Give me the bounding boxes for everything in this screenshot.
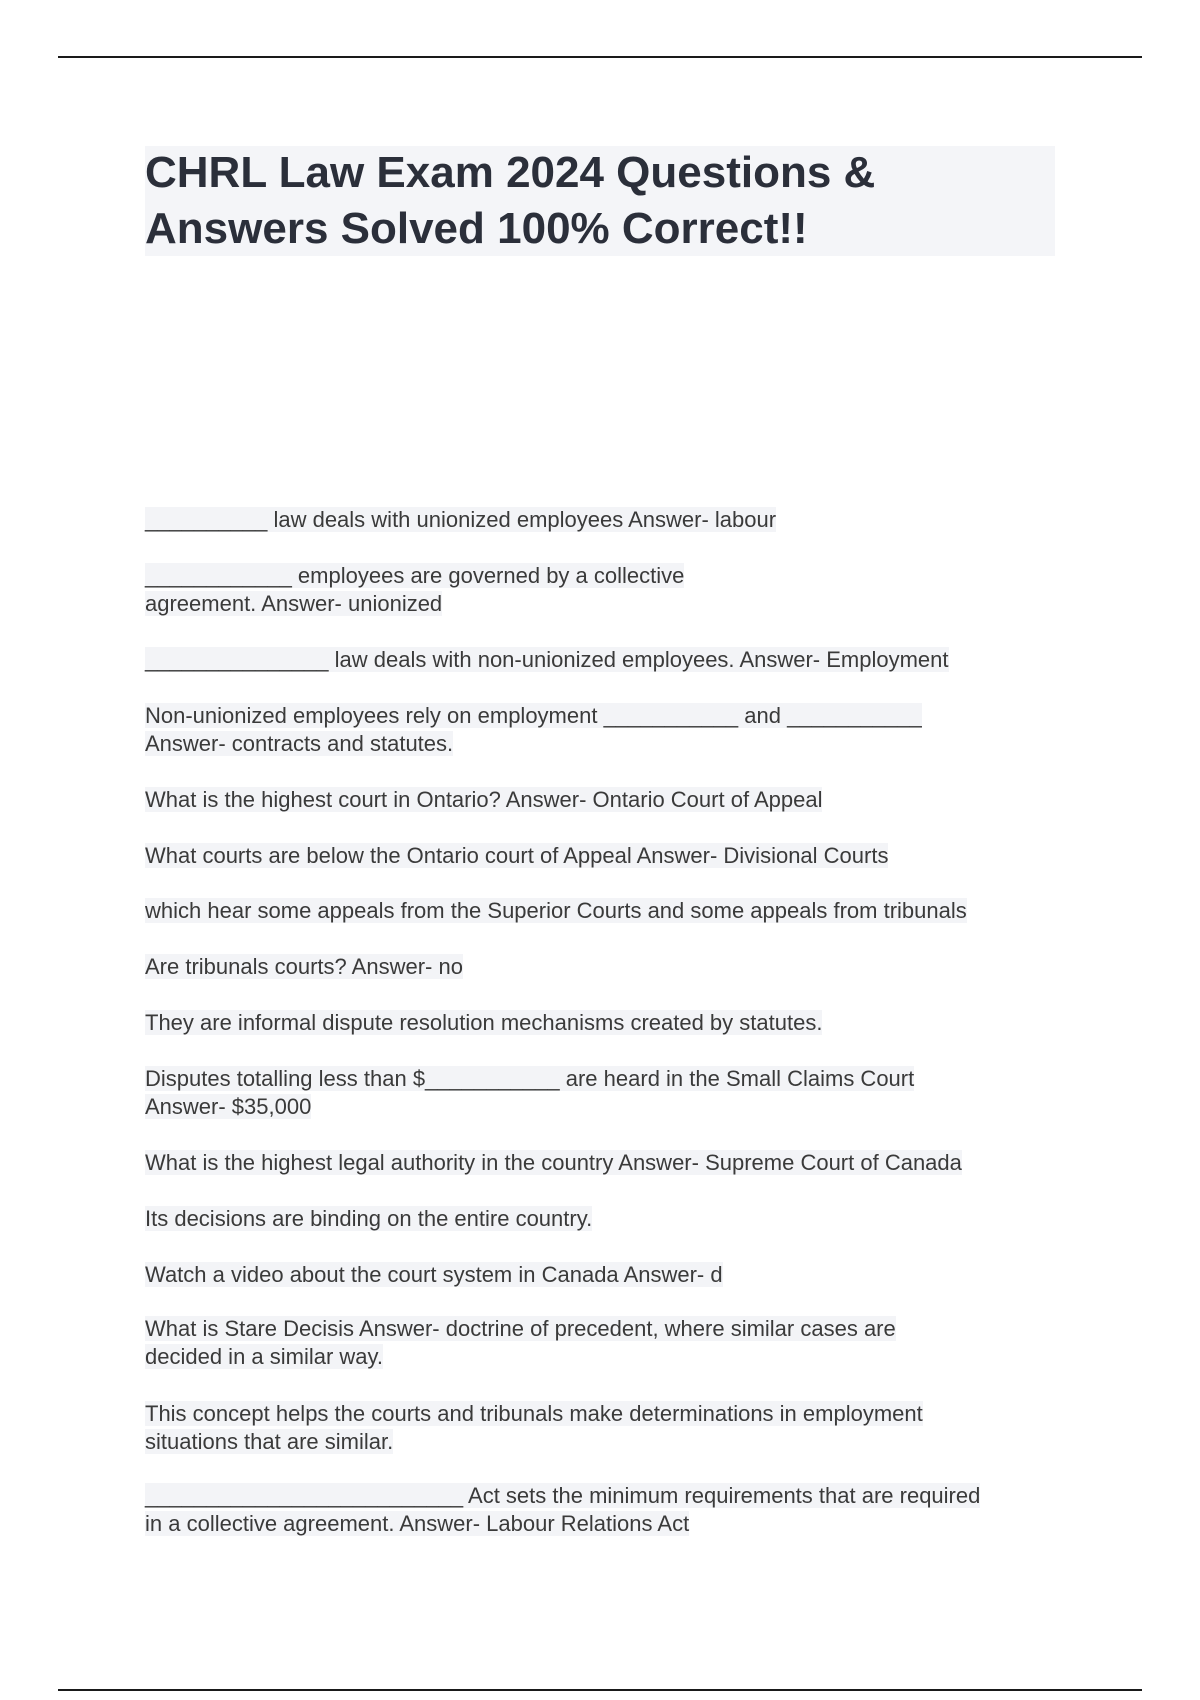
header-rule	[58, 56, 1142, 58]
qa-item: Non-unionized employees rely on employment ___________ and ___________	[145, 703, 922, 728]
qa-item-continuation: in a collective agreement. Answer- Labour Relations Act	[145, 1511, 690, 1536]
document-title	[145, 146, 1055, 256]
qa-item: This concept helps the courts and tribunals make determinations in employment	[145, 1401, 923, 1426]
qa-item: Are tribunals courts? Answer- no	[145, 954, 463, 979]
qa-item-continuation: Answer- $35,000	[145, 1094, 312, 1119]
qa-item: Disputes totalling less than $___________ are heard in the Small Claims Court	[145, 1066, 915, 1091]
qa-item: What is Stare Decisis Answer- doctrine of precedent, where similar cases are	[145, 1316, 896, 1341]
qa-item: What courts are below the Ontario court of Appeal Answer- Divisional Courts	[145, 843, 889, 868]
qa-item: __________________________ Act sets the minimum requirements that are required	[145, 1483, 981, 1508]
qa-item: _______________ law deals with non-unionized employees. Answer- Employment	[145, 647, 949, 672]
qa-item-continuation: decided in a similar way.	[145, 1344, 384, 1369]
title-line-2: Answers Solved 100% Correct!!	[145, 204, 808, 253]
qa-item: ____________ employees are governed by a collective	[145, 563, 685, 588]
qa-item: Watch a video about the court system in Canada Answer- d	[145, 1262, 723, 1287]
qa-item: __________ law deals with unionized employees Answer- labour	[145, 507, 777, 532]
qa-item: What is the highest legal authority in the country Answer- Supreme Court of Canada	[145, 1150, 962, 1175]
qa-item-continuation: situations that are similar.	[145, 1429, 394, 1454]
qa-item: which hear some appeals from the Superior Courts and some appeals from tribunals	[145, 898, 967, 923]
qa-item: They are informal dispute resolution mechanisms created by statutes.	[145, 1010, 823, 1035]
qa-item-continuation: agreement. Answer- unionized	[145, 591, 443, 616]
qa-item: Its decisions are binding on the entire country.	[145, 1206, 593, 1231]
footer-rule	[58, 1689, 1142, 1691]
qa-item-continuation: Answer- contracts and statutes.	[145, 731, 454, 756]
qa-item: What is the highest court in Ontario? Answer- Ontario Court of Appeal	[145, 787, 823, 812]
title-line-1: CHRL Law Exam 2024 Questions &	[145, 148, 876, 197]
